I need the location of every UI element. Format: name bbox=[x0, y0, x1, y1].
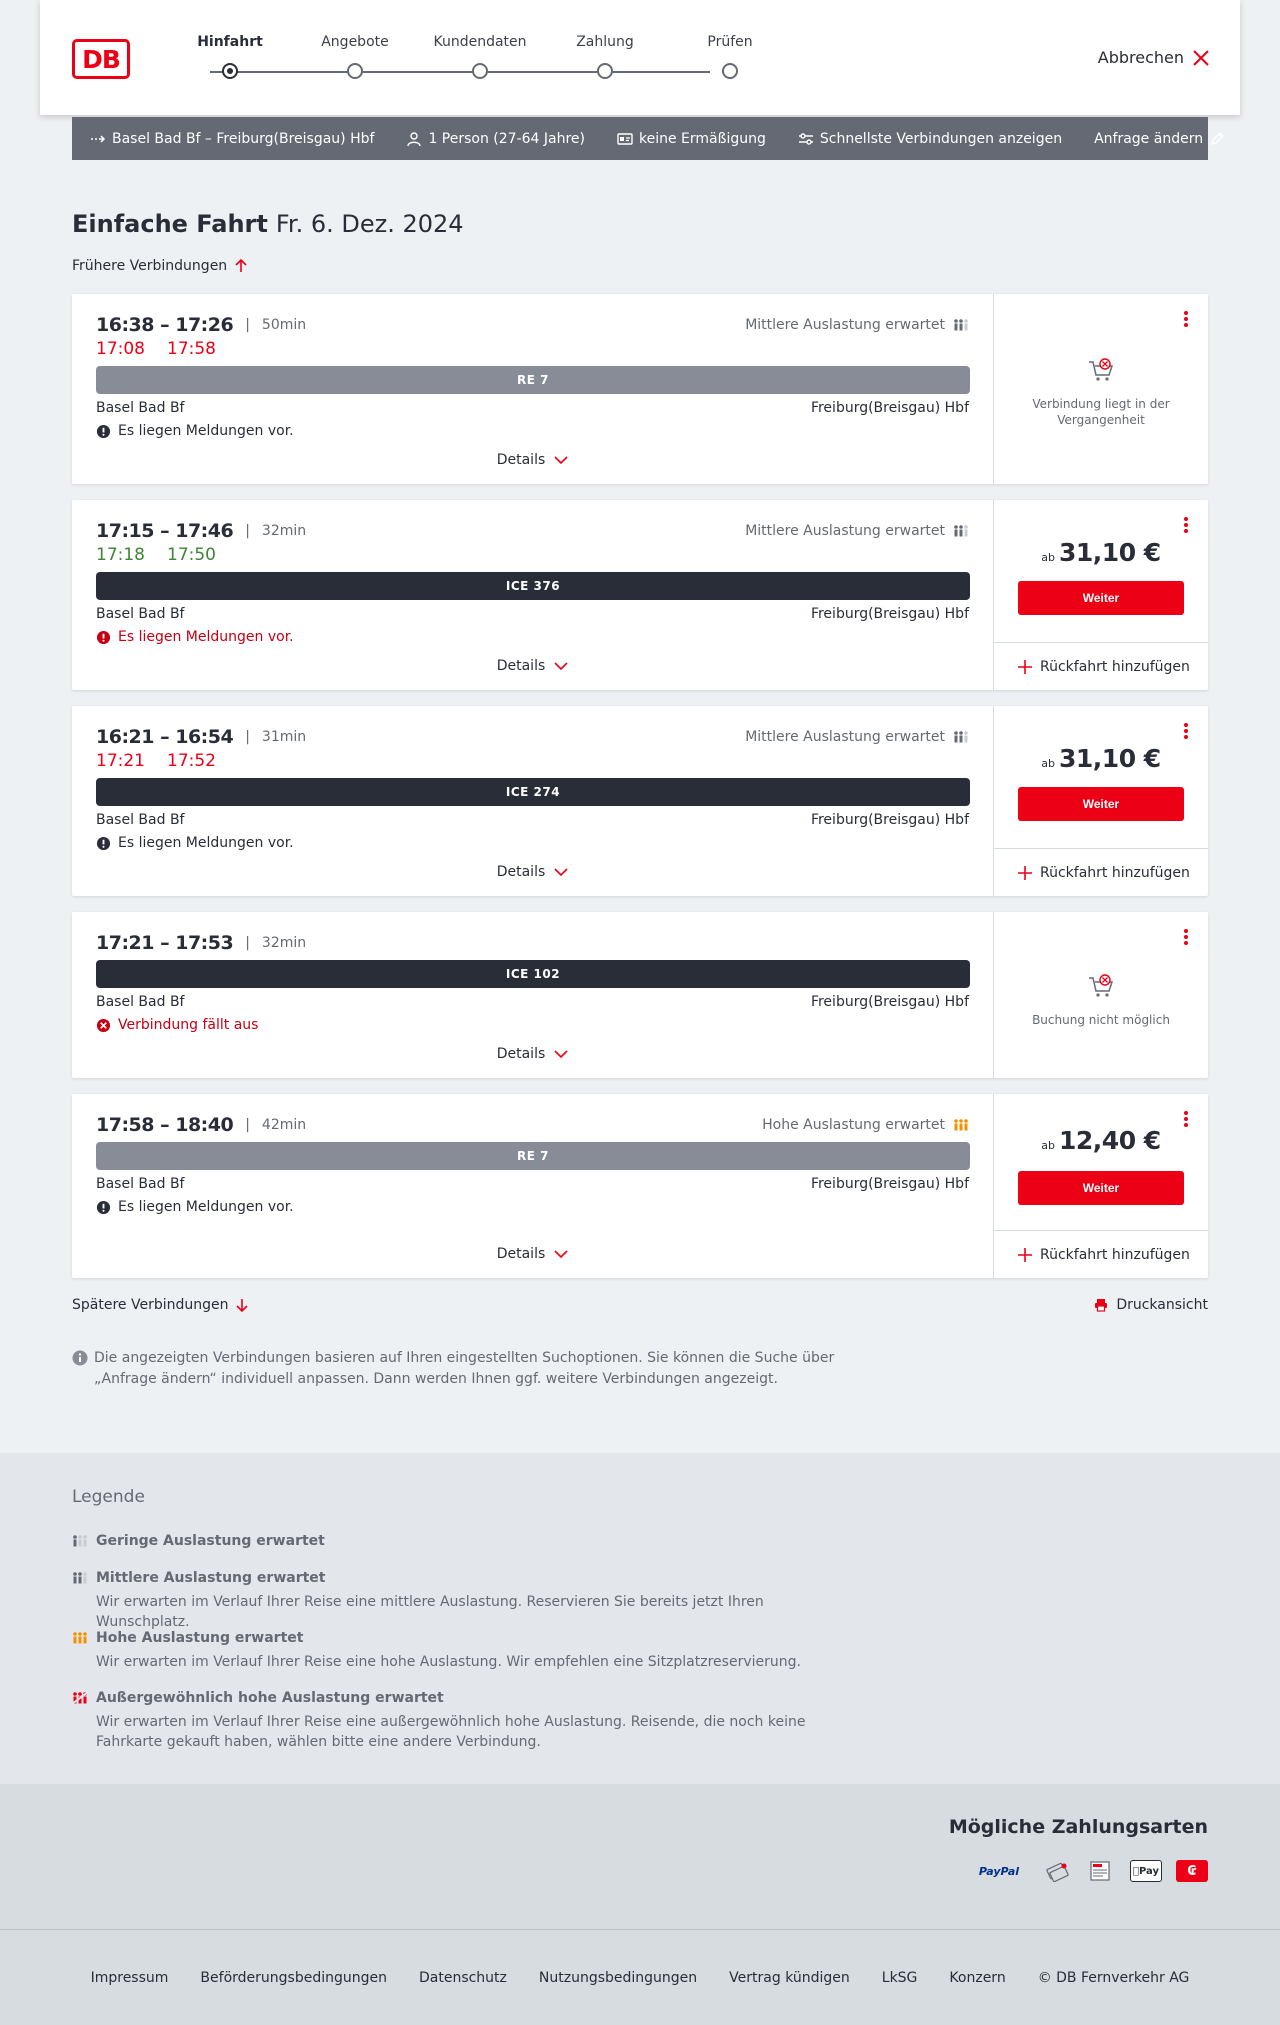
footer-link-copyright[interactable]: © DB Fernverkehr AG bbox=[1037, 1969, 1190, 1986]
route-arrow-icon bbox=[90, 131, 106, 147]
arrival-time: 17:53 bbox=[175, 932, 234, 954]
occupancy-label: Mittlere Auslastung erwartet bbox=[745, 523, 945, 539]
payment-methods-section bbox=[0, 1784, 1280, 1929]
duration: 31min bbox=[261, 729, 307, 745]
exclamation-icon bbox=[96, 424, 111, 439]
footer-link-nutzungsbedingungen[interactable]: Nutzungsbedingungen bbox=[538, 1969, 698, 1986]
step-label: Prüfen bbox=[707, 34, 753, 50]
step-pruefen bbox=[670, 34, 790, 56]
step-dot bbox=[347, 63, 363, 79]
booking-panel bbox=[994, 706, 1208, 896]
legend-item-title: Hohe Auslastung erwartet bbox=[96, 1630, 304, 1646]
train-bar[interactable]: ICE 376 bbox=[96, 572, 970, 600]
chevron-down-icon bbox=[553, 452, 569, 468]
step-label: Zahlung bbox=[576, 34, 634, 50]
search-summary-bar bbox=[72, 117, 1208, 160]
warning-exclamation-icon bbox=[96, 630, 111, 645]
booking-panel bbox=[994, 500, 1208, 690]
cancellation-text: Verbindung fällt aus bbox=[118, 1017, 259, 1033]
legend-item-title: Mittlere Auslastung erwartet bbox=[96, 1570, 326, 1586]
realtime-departure: 17:08 bbox=[96, 339, 145, 359]
add-return-button[interactable] bbox=[994, 642, 1208, 690]
route-summary bbox=[90, 131, 374, 147]
arrival-time: 18:40 bbox=[175, 1114, 234, 1136]
realtime-times bbox=[96, 751, 238, 771]
duration: 32min bbox=[261, 523, 307, 539]
legend-section bbox=[0, 1453, 1280, 1784]
legend-title: Legende bbox=[72, 1487, 145, 1507]
duration: 50min bbox=[261, 317, 307, 333]
realtime-departure: 17:18 bbox=[96, 545, 145, 565]
db-logo[interactable]: DB bbox=[72, 39, 130, 79]
connection-card bbox=[72, 500, 1208, 690]
plus-icon bbox=[1018, 1248, 1032, 1262]
fastest-toggle[interactable] bbox=[798, 131, 1062, 147]
discount-text: keine Ermäßigung bbox=[639, 130, 766, 147]
add-return-button[interactable] bbox=[994, 848, 1208, 896]
arrival-time: 17:26 bbox=[175, 314, 234, 336]
schedule-times: 17:15 – 17:46 | 32min bbox=[96, 520, 307, 542]
schedule-times: 17:58 – 18:40 | 42min bbox=[96, 1114, 307, 1136]
add-return-label: Rückfahrt hinzufügen bbox=[1040, 1246, 1190, 1263]
info-icon bbox=[72, 1350, 88, 1366]
duration: 42min bbox=[261, 1117, 307, 1133]
print-label: Druckansicht bbox=[1116, 1297, 1208, 1313]
schedule-times: 17:21 – 17:53 | 32min bbox=[96, 932, 307, 954]
train-bar[interactable]: ICE 274 bbox=[96, 778, 970, 806]
legend-item-desc: Wir erwarten im Verlauf Ihrer Reise eine hohe Auslastung. Wir empfehlen eine Sitzplatzreservierung. bbox=[96, 1654, 801, 1670]
destination-station: Freiburg(Breisgau) Hbf bbox=[810, 606, 969, 622]
schedule-times: 16:21 – 16:54 | 31min bbox=[96, 726, 307, 748]
notice-text: Es liegen Meldungen vor. bbox=[118, 1199, 294, 1215]
realtime-times bbox=[96, 339, 238, 359]
departure-time: 17:15 bbox=[96, 520, 154, 542]
details-label: Details bbox=[496, 1046, 546, 1062]
printer-icon bbox=[1094, 1298, 1108, 1312]
departure-time: 17:21 bbox=[96, 932, 154, 954]
stepper-line bbox=[210, 71, 710, 73]
occupancy-high-icon bbox=[72, 1631, 88, 1645]
connection-main[interactable] bbox=[72, 500, 994, 690]
chevron-down-icon bbox=[553, 658, 569, 674]
legend-item-desc: Wir erwarten im Verlauf Ihrer Reise eine außergewöhnlich hohe Auslastung. Reisende, die noch keine Fahrkarte gekauft haben, wählen bitte eine andere Verbindung. bbox=[96, 1714, 806, 1750]
connection-card bbox=[72, 1094, 1208, 1278]
close-icon bbox=[1192, 49, 1210, 67]
legend-item-title: Geringe Auslastung erwartet bbox=[96, 1533, 325, 1549]
destination-station: Freiburg(Breisgau) Hbf bbox=[810, 812, 969, 828]
price-prefix: ab bbox=[1041, 757, 1056, 770]
step-dot bbox=[597, 63, 613, 79]
more-options-icon[interactable] bbox=[1180, 926, 1192, 948]
footer-link-konzern[interactable]: Konzern bbox=[949, 1969, 1006, 1986]
details-toggle[interactable] bbox=[72, 658, 994, 674]
realtime-departure: 17:21 bbox=[96, 751, 145, 771]
route-text: Basel Bad Bf – Freiburg(Breisgau) Hbf bbox=[112, 130, 375, 147]
price-value: 31,10 € bbox=[1059, 538, 1161, 567]
destination-station: Freiburg(Breisgau) Hbf bbox=[810, 994, 969, 1010]
trip-type: Einfache Fahrt bbox=[72, 210, 268, 238]
arrival-time: 17:46 bbox=[175, 520, 234, 542]
discount-summary bbox=[617, 131, 766, 147]
price-prefix: ab bbox=[1041, 551, 1056, 564]
occupancy-high-icon bbox=[953, 1118, 969, 1132]
notice-message bbox=[96, 423, 294, 439]
header bbox=[40, 0, 1240, 115]
details-label: Details bbox=[496, 1246, 546, 1262]
filter-sliders-icon bbox=[798, 131, 814, 147]
connection-card bbox=[72, 294, 1208, 484]
apple-pay-label: Pay bbox=[1135, 1865, 1157, 1877]
details-label: Details bbox=[496, 658, 546, 674]
continue-button[interactable]: Weiter bbox=[1018, 1171, 1184, 1205]
connection-card bbox=[72, 912, 1208, 1078]
occupancy-indicator bbox=[762, 1117, 969, 1133]
departure-time: 16:38 bbox=[96, 314, 154, 336]
occupancy-indicator bbox=[745, 523, 969, 539]
status-text: Buchung nicht möglich bbox=[1032, 1013, 1170, 1027]
notice-message bbox=[96, 1199, 294, 1215]
pencil-icon bbox=[1209, 131, 1225, 147]
add-return-label: Rückfahrt hinzufügen bbox=[1040, 864, 1190, 881]
legend-item-medium bbox=[72, 1570, 856, 1632]
legend-item-desc: Wir erwarten im Verlauf Ihrer Reise eine mittlere Auslastung. Reservieren Sie bereits jetzt Ihren Wunschplatz. bbox=[96, 1594, 764, 1630]
occupancy-low-icon bbox=[72, 1534, 88, 1548]
footer-link-impressum[interactable]: Impressum bbox=[90, 1969, 169, 1986]
notice-text: Es liegen Meldungen vor. bbox=[118, 423, 294, 439]
notice-message bbox=[96, 835, 294, 851]
footer-link-datenschutz[interactable]: Datenschutz bbox=[418, 1969, 507, 1986]
duration: 32min bbox=[261, 935, 307, 951]
later-connections-link[interactable] bbox=[72, 1297, 250, 1313]
cart-unavailable-icon bbox=[1086, 356, 1116, 386]
price bbox=[994, 744, 1208, 773]
fastest-text: Schnellste Verbindungen anzeigen bbox=[819, 130, 1063, 147]
earlier-label: Frühere Verbindungen bbox=[72, 258, 228, 274]
db-pay-icon: ₢ bbox=[1176, 1860, 1208, 1882]
booking-panel bbox=[994, 294, 1208, 484]
legend-item-extreme bbox=[72, 1690, 856, 1752]
exclamation-icon bbox=[96, 836, 111, 851]
booking-panel bbox=[994, 1094, 1208, 1278]
more-options-icon[interactable] bbox=[1180, 514, 1192, 536]
info-note bbox=[72, 1348, 852, 1390]
origin-station: Basel Bad Bf bbox=[96, 606, 185, 622]
realtime-arrival: 17:58 bbox=[167, 339, 216, 359]
booking-unavailable bbox=[994, 356, 1208, 428]
step-dot bbox=[472, 63, 488, 79]
destination-station: Freiburg(Breisgau) Hbf bbox=[810, 1176, 969, 1192]
booking-stepper bbox=[170, 34, 753, 84]
details-toggle[interactable] bbox=[72, 1246, 994, 1262]
departure-time: 16:21 bbox=[96, 726, 154, 748]
later-label: Spätere Verbindungen bbox=[72, 1297, 229, 1313]
price-prefix: ab bbox=[1041, 1139, 1056, 1152]
step-label: Hinfahrt bbox=[197, 34, 263, 50]
step-label: Angebote bbox=[321, 34, 389, 50]
notice-text: Es liegen Meldungen vor. bbox=[118, 835, 294, 851]
destination-station: Freiburg(Breisgau) Hbf bbox=[810, 400, 969, 416]
price bbox=[994, 538, 1208, 567]
cancelled-x-icon bbox=[96, 1018, 111, 1033]
realtime-arrival: 17:52 bbox=[167, 751, 216, 771]
arrival-time: 16:54 bbox=[175, 726, 234, 748]
train-bar[interactable]: RE 7 bbox=[96, 366, 970, 394]
train-bar[interactable]: RE 7 bbox=[96, 1142, 970, 1170]
cart-unavailable-icon bbox=[1086, 972, 1116, 1002]
info-text: Die angezeigten Verbindungen basieren auf Ihren eingestellten Suchoptionen. Sie können die Suche über „Anfrage ändern“ individuell anpassen. Dann werden Ihnen ggf. weitere Verbindungen angezeigt. bbox=[94, 1350, 835, 1387]
legend-item-title: Außergewöhnlich hohe Auslastung erwartet bbox=[96, 1690, 444, 1706]
origin-station: Basel Bad Bf bbox=[96, 400, 185, 416]
step-zahlung bbox=[545, 34, 665, 56]
page-title bbox=[72, 210, 464, 238]
cancel-button[interactable] bbox=[1098, 48, 1210, 67]
price-value: 31,10 € bbox=[1059, 744, 1161, 773]
details-toggle[interactable] bbox=[72, 864, 994, 880]
continue-button[interactable]: Weiter bbox=[1018, 787, 1184, 821]
occupancy-medium-icon bbox=[953, 318, 969, 332]
details-label: Details bbox=[496, 452, 546, 468]
plus-icon bbox=[1018, 660, 1032, 674]
chevron-down-icon bbox=[553, 1046, 569, 1062]
status-text: Verbindung liegt in der Vergangenheit bbox=[1032, 397, 1170, 427]
arrow-down-icon bbox=[234, 1297, 250, 1313]
person-icon bbox=[406, 131, 422, 147]
price bbox=[994, 1126, 1208, 1155]
occupancy-indicator bbox=[745, 317, 969, 333]
legend-item-low bbox=[72, 1533, 325, 1549]
change-request-button[interactable] bbox=[1094, 131, 1225, 147]
step-dot-active bbox=[222, 63, 238, 79]
passenger-text: 1 Person (27-64 Jahre) bbox=[428, 130, 585, 147]
apple-pay-icon bbox=[1130, 1860, 1162, 1882]
trip-date: Fr. 6. Dez. 2024 bbox=[275, 210, 464, 238]
add-return-label: Rückfahrt hinzufügen bbox=[1040, 658, 1190, 675]
step-kundendaten bbox=[420, 34, 540, 56]
step-label: Kundendaten bbox=[433, 34, 527, 50]
add-return-button[interactable] bbox=[994, 1230, 1208, 1278]
notice-text: Es liegen Meldungen vor. bbox=[118, 629, 294, 645]
arrow-up-icon bbox=[233, 258, 249, 274]
sepa-icon bbox=[1086, 1860, 1116, 1882]
realtime-arrival: 17:50 bbox=[167, 545, 216, 565]
train-bar[interactable]: ICE 102 bbox=[96, 960, 970, 988]
earlier-connections-link[interactable] bbox=[72, 258, 249, 274]
connection-main[interactable] bbox=[72, 1094, 994, 1278]
details-toggle[interactable] bbox=[72, 452, 994, 468]
card-icon bbox=[617, 131, 633, 147]
chevron-down-icon bbox=[553, 1246, 569, 1262]
booking-panel bbox=[994, 912, 1208, 1078]
footer-link-befoerderungsbedingungen[interactable]: Beförderungsbedingungen bbox=[200, 1969, 387, 1986]
more-options-icon[interactable] bbox=[1180, 308, 1192, 330]
schedule-times: 16:38 – 17:26 | 50min bbox=[96, 314, 307, 336]
departure-time: 17:58 bbox=[96, 1114, 154, 1136]
price-value: 12,40 € bbox=[1059, 1126, 1161, 1155]
step-angebote bbox=[295, 34, 415, 56]
credit-card-icon bbox=[1042, 1860, 1072, 1882]
payment-icons bbox=[970, 1860, 1208, 1882]
occupancy-medium-icon bbox=[953, 524, 969, 538]
realtime-times bbox=[96, 545, 238, 565]
occupancy-label: Mittlere Auslastung erwartet bbox=[745, 317, 945, 333]
footer bbox=[0, 1929, 1280, 2025]
notice-message bbox=[96, 629, 294, 645]
paypal-icon: PayPal bbox=[978, 1864, 1020, 1878]
step-hinfahrt bbox=[170, 34, 290, 56]
chevron-down-icon bbox=[553, 864, 569, 880]
step-dot bbox=[722, 63, 738, 79]
connection-card bbox=[72, 706, 1208, 896]
occupancy-medium-icon bbox=[72, 1571, 88, 1585]
footer-link-vertrag-kuendigen[interactable]: Vertrag kündigen bbox=[729, 1969, 850, 1986]
connection-main[interactable] bbox=[72, 912, 994, 1078]
details-toggle[interactable] bbox=[72, 1046, 994, 1062]
change-request-label: Anfrage ändern bbox=[1094, 130, 1204, 147]
origin-station: Basel Bad Bf bbox=[96, 1176, 185, 1192]
continue-button[interactable]: Weiter bbox=[1018, 581, 1184, 615]
occupancy-medium-icon bbox=[953, 730, 969, 744]
occupancy-label: Mittlere Auslastung erwartet bbox=[745, 729, 945, 745]
occupancy-label: Hohe Auslastung erwartet bbox=[762, 1117, 945, 1133]
details-label: Details bbox=[496, 864, 546, 880]
booking-unavailable bbox=[994, 972, 1208, 1028]
connection-main[interactable] bbox=[72, 706, 994, 896]
origin-station: Basel Bad Bf bbox=[96, 994, 185, 1010]
cancellation-message bbox=[96, 1017, 258, 1033]
footer-link-lksg[interactable]: LkSG bbox=[881, 1969, 918, 1986]
cancel-label: Abbrechen bbox=[1097, 48, 1184, 67]
exclamation-icon bbox=[96, 1200, 111, 1215]
occupancy-indicator bbox=[745, 729, 969, 745]
connection-main[interactable] bbox=[72, 294, 994, 484]
origin-station: Basel Bad Bf bbox=[96, 812, 185, 828]
legend-item-high bbox=[72, 1630, 856, 1672]
passenger-summary bbox=[406, 131, 585, 147]
payment-title: Mögliche Zahlungsarten bbox=[948, 1816, 1208, 1838]
plus-icon bbox=[1018, 866, 1032, 880]
occupancy-extreme-icon bbox=[72, 1691, 88, 1705]
more-options-icon[interactable] bbox=[1180, 720, 1192, 742]
print-view-link[interactable] bbox=[1094, 1297, 1208, 1313]
